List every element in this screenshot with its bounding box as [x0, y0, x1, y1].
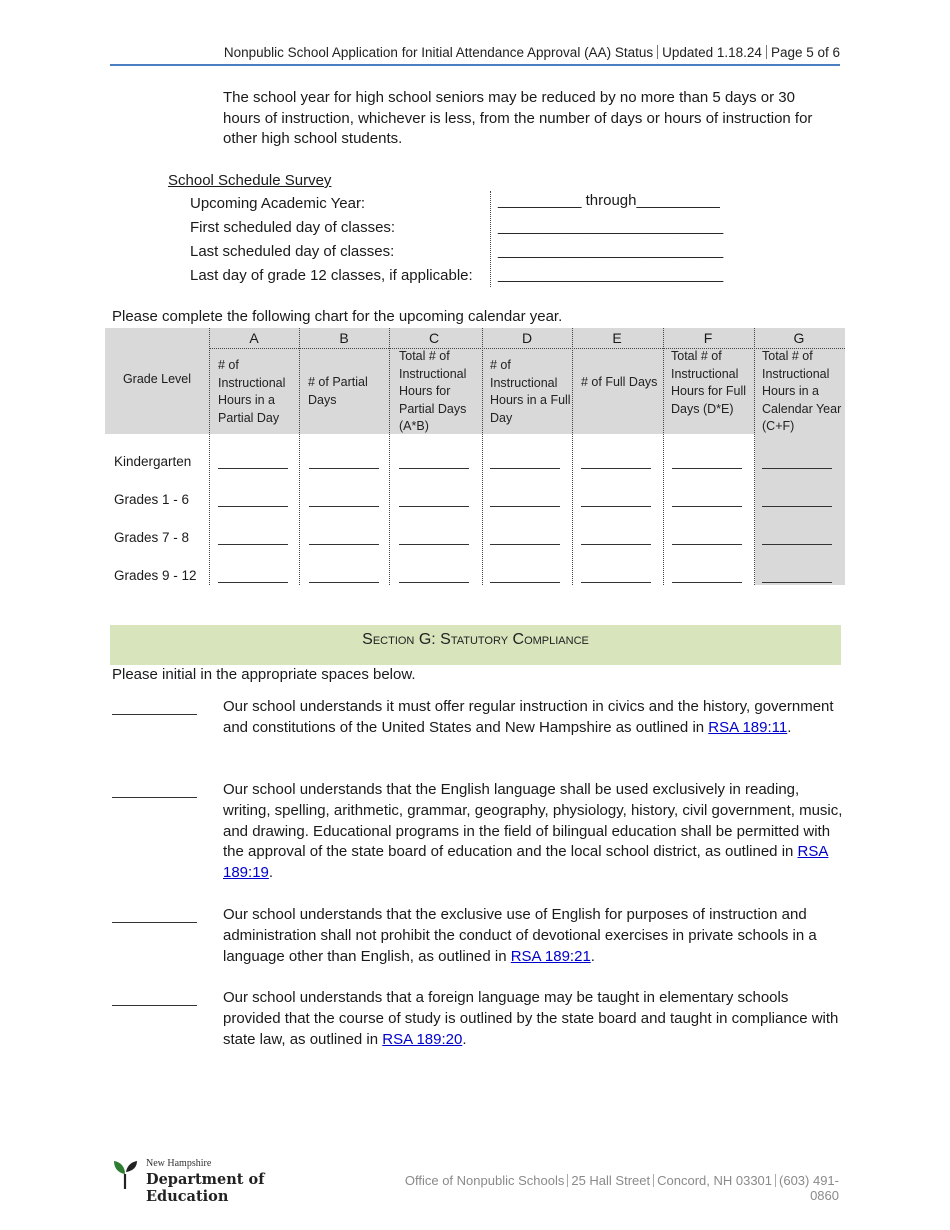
header-page-number: Page 5 of 6 — [770, 45, 840, 60]
footer-contact — [383, 1173, 839, 1203]
column-g-background — [755, 434, 845, 585]
survey-label-first-day: First scheduled day of classes: — [190, 219, 396, 236]
column-letter-c: C — [428, 330, 440, 346]
chart-intro: Please complete the following chart for the upcoming calendar year. — [112, 308, 563, 325]
footer-city: Concord, NH 03301 — [657, 1173, 773, 1188]
column-header-b: # of Partial Days — [308, 375, 368, 407]
column-divider — [209, 328, 210, 585]
footer-office: Office of Nonpublic Schools — [404, 1173, 565, 1188]
last-day-field[interactable]: ___________________________ — [498, 242, 724, 259]
cell-field[interactable] — [672, 468, 742, 469]
cell-field[interactable] — [218, 544, 288, 545]
section-g-heading: Section G: Statutory Compliance — [110, 625, 841, 665]
cell-field[interactable] — [218, 468, 288, 469]
cell-field[interactable] — [399, 506, 469, 507]
cell-field[interactable] — [309, 506, 379, 507]
cell-field[interactable] — [672, 506, 742, 507]
header-title: Nonpublic School Application for Initial Attendance Approval (AA) Status — [223, 45, 654, 60]
row-label-grades-1-6: Grades 1 - 6 — [114, 492, 190, 507]
column-letter-b: B — [339, 330, 349, 346]
column-letter-f: F — [703, 330, 713, 346]
column-divider — [389, 328, 390, 585]
academic-year-field[interactable]: __________ through__________ — [498, 192, 720, 209]
cell-field[interactable] — [399, 468, 469, 469]
column-letter-g: G — [793, 330, 805, 346]
first-day-field[interactable]: ___________________________ — [498, 218, 724, 235]
sprout-icon — [112, 1158, 140, 1190]
column-divider — [663, 328, 664, 585]
cell-field[interactable] — [399, 544, 469, 545]
initial-field-foreign-language[interactable] — [112, 1005, 197, 1006]
column-letter-a: A — [249, 330, 259, 346]
rsa-189-21-link[interactable]: RSA 189:21 — [510, 947, 591, 965]
rsa-189-20-link[interactable]: RSA 189:20 — [382, 1030, 463, 1048]
footer-phone: (603) 491-0860 — [779, 1173, 839, 1203]
grade-level-header: Grade Level — [122, 372, 192, 386]
statement-foreign-language — [223, 988, 843, 1050]
statement-text: Our school understands that a foreign language may be taught in elementary schools provided that the course of study is outlined by the state board and taught in compliance with state law, as outlined in — [223, 989, 839, 1048]
statement-text: Our school understands that the exclusive use of English for purposes of instruction and administration shall not prohibit the conduct of devotional exercises in private schools in a language other than English, as outlined in — [223, 906, 817, 965]
survey-divider — [490, 191, 491, 287]
cell-field[interactable] — [309, 544, 379, 545]
initial-field-civics[interactable] — [112, 714, 197, 715]
statement-end: . — [590, 947, 595, 965]
survey-label-academic-year: Upcoming Academic Year: — [190, 195, 366, 212]
rsa-189-11-link[interactable]: RSA 189:11 — [708, 718, 788, 736]
cell-field[interactable] — [672, 582, 742, 583]
cell-field[interactable] — [762, 506, 832, 507]
page-header — [110, 42, 840, 66]
cell-field[interactable] — [490, 506, 560, 507]
nh-doe-logo — [112, 1158, 342, 1205]
cell-field[interactable] — [218, 506, 288, 507]
cell-field[interactable] — [581, 582, 651, 583]
cell-field[interactable] — [672, 544, 742, 545]
header-updated: Updated 1.18.24 — [662, 45, 762, 60]
cell-field[interactable] — [399, 582, 469, 583]
cell-field[interactable] — [581, 468, 651, 469]
initial-field-english[interactable] — [112, 797, 197, 798]
rsa-189-19-link[interactable]: RSA 189:19 — [223, 843, 829, 882]
cell-field[interactable] — [218, 582, 288, 583]
survey-title: School Schedule Survey — [168, 172, 332, 189]
cell-field[interactable] — [490, 544, 560, 545]
logo-state-name: New Hampshire — [146, 1158, 212, 1169]
column-header-a: # of Instructional Hours in a Partial Day — [218, 358, 286, 425]
intro-paragraph: The school year for high school seniors may be reduced by no more than 5 days or 30 hours of instruction, whichever is less, from the number of days or hours of instruction for other high school students. — [223, 89, 813, 147]
cell-field[interactable] — [762, 544, 832, 545]
column-header-e: # of Full Days — [581, 375, 658, 389]
statement-end: . — [462, 1030, 467, 1048]
column-header-d: # of Instructional Hours in a Full Day — [490, 358, 571, 425]
column-header-f: Total # of Instructional Hours for Full Days (D*E) — [671, 349, 747, 416]
cell-field[interactable] — [490, 582, 560, 583]
initial-instructions: Please initial in the appropriate spaces below. — [112, 666, 416, 683]
statement-civics — [223, 697, 843, 739]
initial-field-devotional[interactable] — [112, 922, 197, 923]
row-label-kindergarten: Kindergarten — [114, 454, 192, 469]
statement-end: . — [268, 864, 274, 882]
statement-end: . — [787, 718, 792, 736]
column-header-c: Total # of Instructional Hours for Partial Days (A*B) — [399, 349, 467, 433]
column-letter-e: E — [612, 330, 622, 346]
cell-field[interactable] — [309, 582, 379, 583]
statement-text: Our school understands that the English language shall be used exclusively in reading, writing, spelling, arithmetic, grammar, geography, physiology, history, civil government, music, and drawing. Educational programs in the field of bilingual education shall be permitted with the approval of the state board of education and the local school district, as outlined in — [223, 781, 843, 861]
cell-field[interactable] — [581, 506, 651, 507]
footer-address: 25 Hall Street — [571, 1173, 651, 1188]
cell-field[interactable] — [490, 468, 560, 469]
survey-label-last-day: Last scheduled day of classes: — [190, 243, 395, 260]
instruction-hours-table — [105, 328, 845, 585]
cell-field[interactable] — [762, 468, 832, 469]
cell-field[interactable] — [762, 582, 832, 583]
grade12-last-day-field[interactable]: ___________________________ — [498, 266, 724, 283]
statement-english — [223, 780, 843, 884]
column-header-g: Total # of Instructional Hours in a Calendar Year (C+F) — [762, 349, 842, 433]
statement-text: Our school understands it must offer regular instruction in civics and the history, government and constitutions of the United States and New Hampshire as outlined in — [223, 698, 834, 736]
cell-field[interactable] — [309, 468, 379, 469]
row-label-grades-7-8: Grades 7 - 8 — [114, 530, 190, 545]
logo-department-name: Department of Education — [146, 1171, 265, 1205]
statement-devotional — [223, 905, 843, 967]
survey-label-grade12-last-day: Last day of grade 12 classes, if applicable: — [190, 267, 473, 284]
cell-field[interactable] — [581, 544, 651, 545]
column-letter-d: D — [521, 330, 533, 346]
row-label-grades-9-12: Grades 9 - 12 — [114, 568, 197, 583]
